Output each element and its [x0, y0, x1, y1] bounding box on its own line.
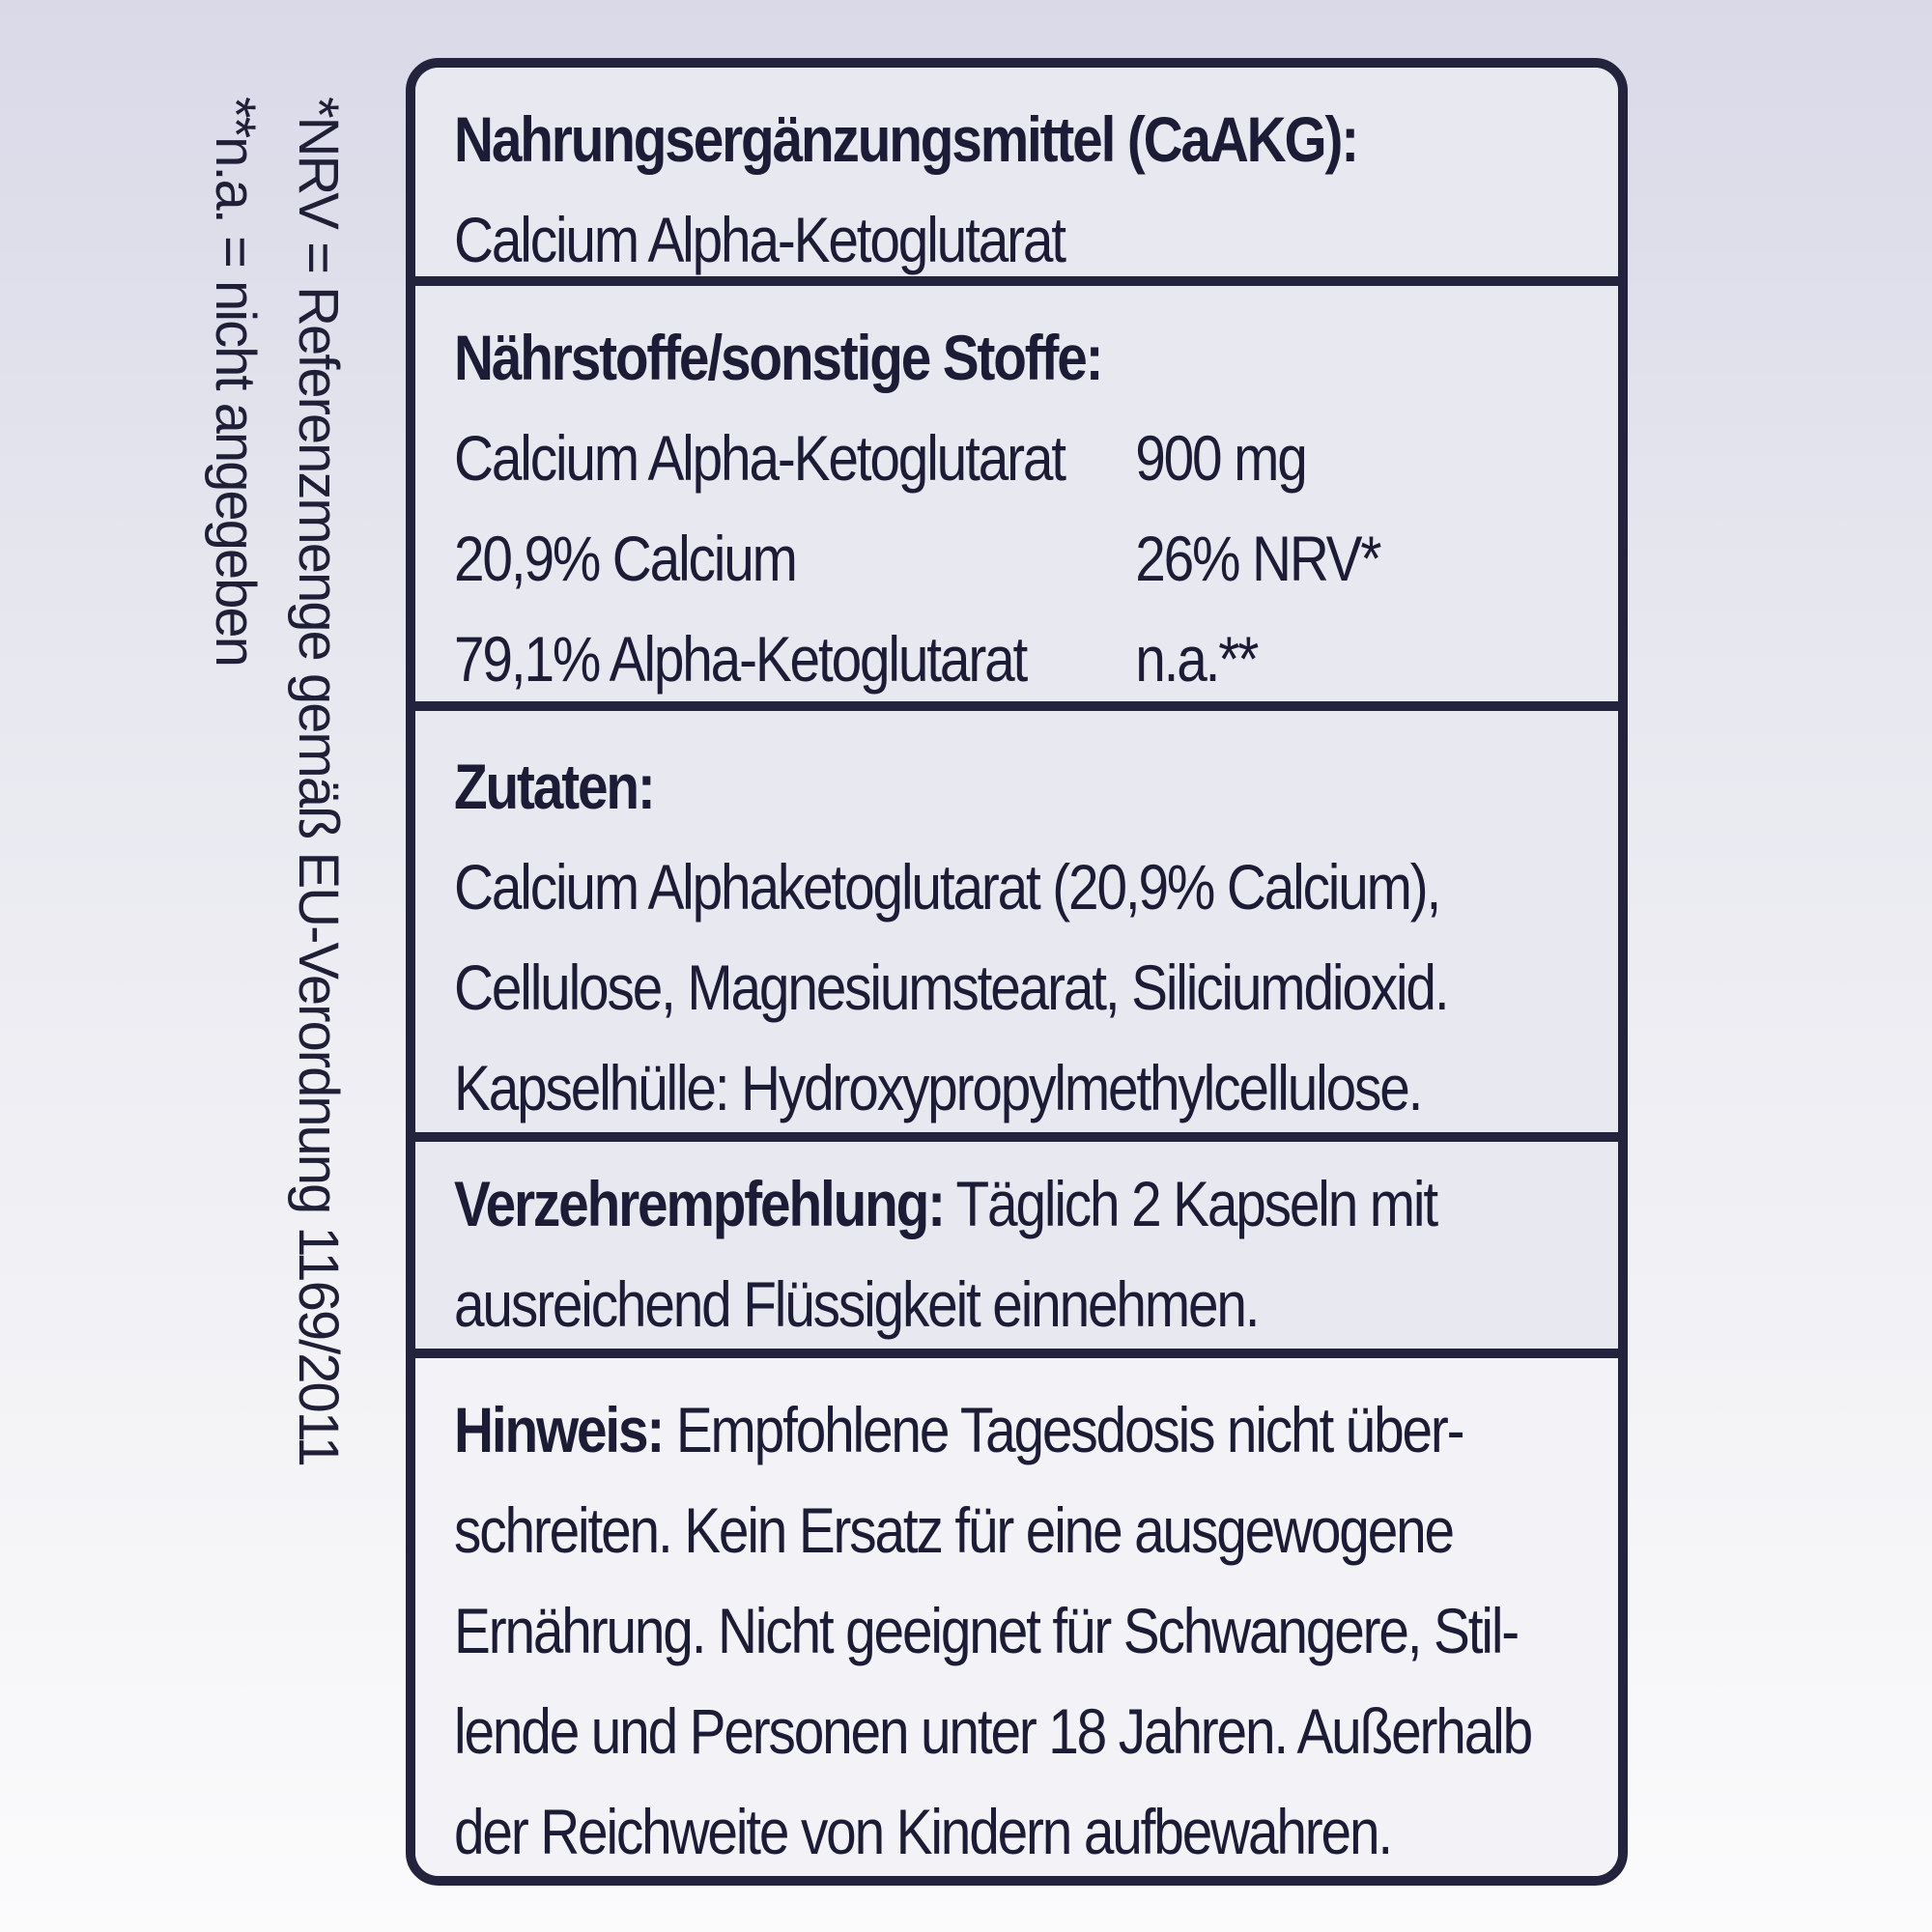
notice-line: Ernährung. Nicht geeignet für Schwangere, Stil- — [454, 1595, 1519, 1666]
notice-line: schreiten. Kein Ersatz für eine ausgewogene — [454, 1494, 1453, 1566]
ingredients-heading: Zutaten: — [454, 751, 654, 822]
nutrient-name: 20,9% Calcium — [454, 523, 796, 594]
notice-section — [415, 1358, 1618, 1886]
nutrient-row — [454, 609, 1431, 709]
dosage-label: Verzehrempfehlung: — [454, 1168, 944, 1239]
nutrient-row — [454, 408, 1431, 508]
nutrient-name: 79,1% Alpha-Ketoglutarat — [454, 623, 1027, 695]
supplement-facts-panel — [406, 58, 1628, 1886]
ingredients-line: Cellulose, Magnesiumstearat, Siliciumdioxid. — [454, 952, 1448, 1023]
nutrient-name: Calcium Alpha-Ketoglutarat — [454, 422, 1065, 494]
ingredients-line: Calcium Alphaketoglutarat (20,9% Calcium), — [454, 851, 1440, 923]
nutrient-value: 900 mg — [1135, 422, 1306, 494]
dosage-line-1 — [454, 1153, 1437, 1254]
nutrients-section — [415, 286, 1618, 711]
product-name: Calcium Alpha-Ketoglutarat — [454, 204, 1065, 275]
notice-label: Hinweis: — [454, 1394, 664, 1465]
ingredients-line: Kapselhülle: Hydroxypropylmethylcellulose. — [454, 1052, 1422, 1123]
footnote-nrv: *NRV = Referenzmenge gemäß EU-Verordnung 1169/2011 — [287, 97, 350, 1465]
nutrient-row — [454, 508, 1431, 609]
notice-line: lende und Personen unter 18 Jahren. Außerhalb — [454, 1695, 1532, 1767]
dosage-section — [415, 1142, 1618, 1358]
dosage-text: Täglich 2 Kapseln mit — [943, 1168, 1437, 1239]
dosage-line-2: ausreichend Flüssigkeit einnehmen. — [454, 1268, 1259, 1340]
nutrient-value: n.a.** — [1135, 623, 1258, 695]
nutrients-heading: Nährstoffe/sonstige Stoffe: — [454, 322, 1102, 393]
nutrient-value: 26% NRV* — [1135, 523, 1380, 594]
footnote-na: **n.a. = nicht angegeben — [204, 97, 267, 666]
product-heading: Nahrungsergänzungsmittel (CaAKG): — [454, 103, 1358, 175]
product-section — [415, 68, 1618, 286]
notice-line: der Reichweite von Kindern aufbewahren. — [454, 1796, 1392, 1867]
notice-line-1 — [454, 1379, 1463, 1480]
footnotes — [193, 97, 367, 1526]
notice-text: Empfohlene Tagesdosis nicht über- — [663, 1394, 1463, 1465]
ingredients-section — [415, 711, 1618, 1142]
